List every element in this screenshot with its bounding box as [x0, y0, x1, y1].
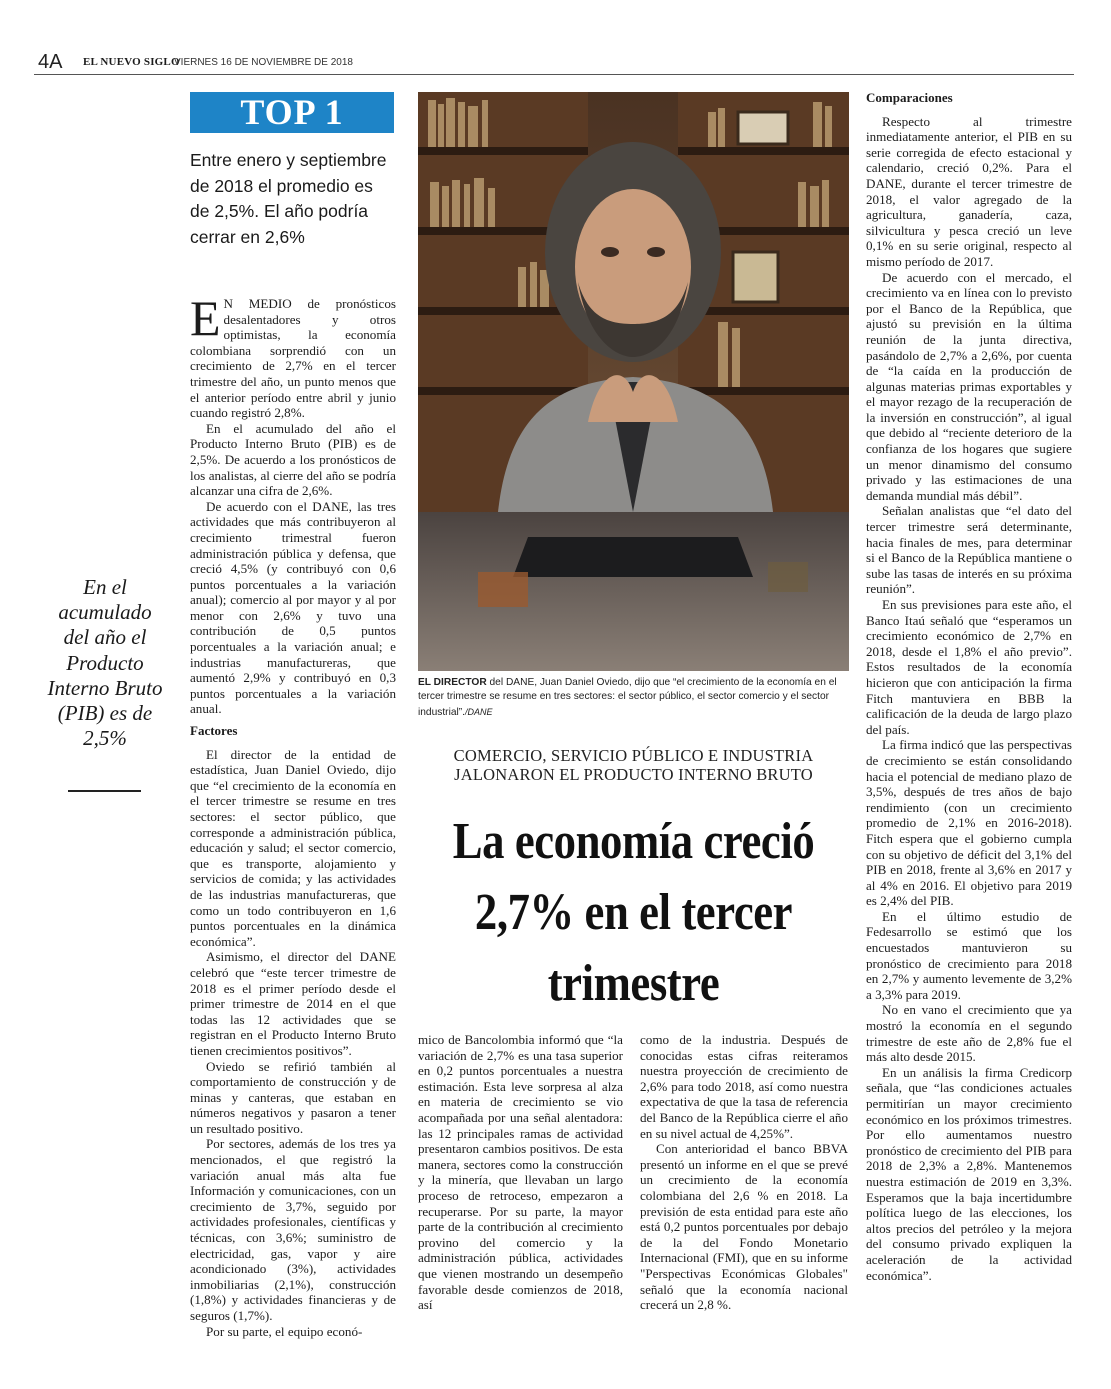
top-label-box: TOP 1 [190, 92, 394, 133]
paragraph: En el acumulado del año el Producto Interno Bruto (PIB) es de 2,5%. De acuerdo a los pronósticos de los analistas, al cierre del año se podría alcanzar una cifra de 2,6%. [190, 420, 396, 499]
top-summary-text: Entre enero y septiembre de 2018 el promedio es de 2,5%. El año podría cerrar en 2,6% [190, 150, 387, 247]
paragraph: El director de la entidad de estadística, Juan Daniel Oviedo, dijo que “el crecimiento de la economía en el tercer trimestre se resume en tres sectores: el sector público, que corresponde a administración pública, educación y salud; el sector comercio, que es transporte, alojamiento y servicios de comida; y las actividades de las industrias manufactureras, que como un todo contribuyeron en 1,6 puntos porcentuales en la dinámica económica”. [190, 746, 396, 949]
paragraph: En el último estudio de Fedesarrollo se estimó que los encuestados mantuvieron su pronóstico de crecimiento para 2018 en 2,7% y aumento levemente de 3,2% a 3,3% para 2019. [866, 908, 1072, 1002]
paragraph: mico de Bancolombia informó que “la variación de 2,7% es una tasa superior en 0,2 puntos porcentuales a nuestra estimación. Esta leve sorpresa al alza en materia de crecimiento se vio acompañada por una señal alentadora: las 12 principales ramas de actividad presentaron cambios positivos. De esta manera, sectores como la construcción y la minería, que llevaban un largo proceso de retroceso, empezaron a recuperarse. Por su parte, la mayor parte de la contribución al crecimiento provino del comercio y la administración pública, actividades que vienen mostrando un desempeño favorable desde comienzos de 2018, así [418, 1032, 623, 1313]
section-subhead: Factores [190, 723, 238, 739]
lead-text: N MEDIO de pronósticos desalentadores y otros optimistas, la economía colombiana sorprendió con un crecimiento de 2,7% en el tercer trimestre del año, un punto menos que el anterior período entre abril y junio cuando registró 2,8%. [190, 296, 396, 421]
section-subhead: Comparaciones [866, 90, 953, 105]
newspaper-name: EL NUEVO SIGLO [83, 56, 180, 68]
headline-kicker: COMERCIO, SERVICIO PÚBLICO E INDUSTRIA JALONARON EL PRODUCTO INTERNO BRUTO [453, 746, 814, 784]
paragraph: De acuerdo con el DANE, las tres actividades que más contribuyeron al crecimiento trimestral fueron administración pública y defensa, que creció 4,5% (y contribuyó con 0,6 puntos porcentuales a la variación anual); comercio al por mayor y al por menor con 2,6% y tuvo una contribución de 0,5 puntos porcentuales a la variación anual; e industrias manufactureras, que aumentó 2,9% y contribuyó en 0,3 puntos porcentuales a la variación anual. [190, 498, 396, 717]
paragraph: De acuerdo con el mercado, el crecimiento va en línea con lo previsto por el Banco de la República, que ajustó su previsión en la última reunión de la junta directiva, pasándolo de 2,7% a 2,6%, por cuenta de “la caída en la producción de algunas materias primas exportables y el mayor rezago de la recuperación de la inversión en construcción”, al igual que debido al “reciente deterioro de la confianza de los hogares que sugiere un menor dinamismo del consumo privado y las estimaciones de una demanda mundial más débil”. [866, 269, 1072, 503]
paragraph: La firma indicó que las perspectivas de crecimiento se están consolidando hacia el potencial de mediano plazo de 3,5%, después de tres años de bajo rendimiento (con un crecimiento promedio de 2,1% en 2016-2018). Fitch espera que el gobierno cumpla con su objetivo de déficit del 3,1% del PIB en 2018, frente al 3,6% en 2017 y al 4% en 2016. El objetivo para 2019 es 2,4% del PIB. [866, 737, 1072, 909]
paragraph: Oviedo se refirió también al comportamiento de construcción y de minas y canteras, que estaban en números negativos y pasaron a tener un resultado positivo. [190, 1058, 396, 1136]
page-number: 4A [38, 51, 63, 73]
photo-caption [418, 676, 849, 720]
issue-date: VIERNES 16 DE NOVIEMBRE DE 2018 [174, 57, 353, 68]
paragraph: En un análisis la firma Credicorp señala, que “las condiciones actuales permitirían un mayor crecimiento económico en los próximos trimestres. Por ello aumentamos nuestro pronóstico de crecimiento del PIB para 2018 de 2,3% a 2,8%. Mantenemos nuestra estimación de 2019 en 3,3%. Esperamos que la baja incertidumbre política luego de las elecciones, los altos precios del petróleo y la mejora del consumo privado expliquen la aceleración de la actividad económica”. [866, 1064, 1072, 1283]
caption-text: del DANE, Juan Daniel Oviedo, dijo que “el crecimiento de la economía en el tercer trimestre se resume en tres sectores: el sector público, el sector comercio y el sector industrial”. [418, 677, 837, 718]
photo-illustration [418, 92, 849, 671]
paragraph: Con anterioridad el banco BBVA presentó un informe en el que se prevé un crecimiento de la economía colombiana del 2,6 % en 2018. La previsión de esta entidad para este año está 0,2 puntos porcentuales por debajo de la del Fondo Monetario Internacional (FMI), que en su informe "Perspectivas Económicas Globales" señaló que la economía nacional crecerá un 2,8 %. [640, 1141, 848, 1313]
article-column-3 [640, 1032, 848, 1313]
article-column-1 [190, 290, 396, 1339]
paragraph: como de la industria. Después de conocidas estas cifras reiteramos nuestra proyección de crecimiento de 2,6% para todo 2018, así como nuestra expectativa de que la tasa de referencia del Banco de la República cierre el año en su nivel actual de 4,25%”. [640, 1032, 848, 1141]
headline: La economía creció 2,7% en el tercer trimestre [452, 813, 815, 1012]
photo-credit: /DANE [465, 706, 493, 717]
lead-paragraph [190, 290, 396, 421]
paragraph: Por sectores, además de los tres ya mencionados, el que registró la variación anual más alta fue Información y comunicaciones, con un crecimiento de 3,7%, seguido por actividades profesionales, científicas y técnicas, con 3,6%; suministro de electricidad, gas, vapor y aire acondicionado (3%), actividades inmobiliarias (2,1%), construcción (1,8%) y actividades financieras y de seguros (1,7%). [190, 1136, 396, 1323]
drop-cap: E [190, 290, 221, 346]
paragraph: No en vano el crecimiento que ya mostró la economía en el segundo trimestre de este año de 2,8% fue el más alto desde 2015. [866, 1002, 1072, 1065]
pull-quote: En el acumulado del año el Producto Interno Bruto (PIB) es de 2,5% [47, 575, 163, 751]
article-column-2 [418, 1032, 623, 1313]
paragraph: Respecto al trimestre inmediatamente anterior, el PIB en su serie corregida de efecto estacional y calendario, creció 0,2%. Para el DANE, durante el tercer trimestre de 2018, el valor agregado de la agricultura, ganadería, caza, silvicultura y pesca creció un leve 0,1% en su serie original, respecto al mismo período de 2017. [866, 113, 1072, 269]
paragraph: En sus previsiones para este año, el Banco Itaú señaló que “esperamos un crecimiento económico de 2,7% en 2018, desde el 1,8% el año previo”. Estos resultados de la economía hicieron que con anticipación la firma Fitch mantuviera en BBB la calificación de la deuda de largo plazo del país. [866, 597, 1072, 737]
article-photo [418, 92, 849, 671]
paragraph: Asimismo, el director del DANE celebró que “este tercer trimestre de 2018 es el primer período desde el primer trimestre de 2014 en el que todas las 12 actividades que se registran en el Producto Interno Bruto tienen crecimientos positivos”. [190, 949, 396, 1058]
pull-quote-rule [68, 790, 141, 792]
paragraph: Señalan analistas que “el dato del tercer trimestre será determinante, hacia finales de mes, para determinar si el Banco de la República mantiene o sube las tasas de interés en su próxima reunión”. [866, 503, 1072, 597]
header-divider [34, 74, 1074, 75]
caption-lead: EL DIRECTOR [418, 677, 487, 688]
paragraph: Por su parte, el equipo econó- [206, 1323, 363, 1339]
article-column-4 [866, 90, 1072, 1283]
